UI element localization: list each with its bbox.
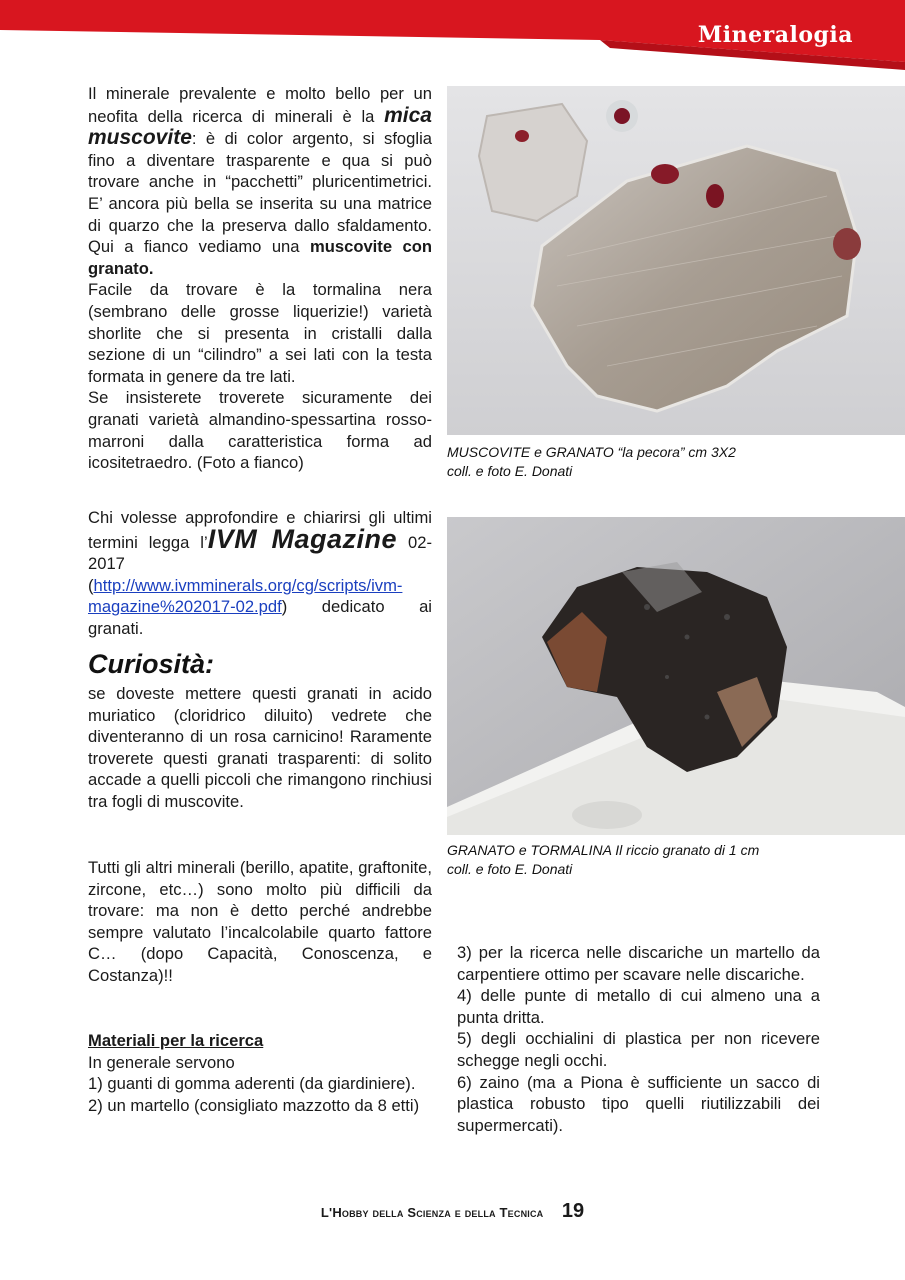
photo-granato-tormalina	[447, 517, 905, 835]
page-footer	[0, 1200, 905, 1223]
paragraph-altri-minerali: Tutti gli altri minerali (berillo, apatite, graftonite, zircone, etc…) sono molto più difficili da trovare: ma non è detto perché andrebbe sempre valutato l’incalcolabile quarto fattore C… (dopo Capacità, Conoscenza, e Costanza)!!	[88, 858, 432, 985]
granato-tormalina-image	[447, 517, 905, 835]
paragraph-muscovite: Il minerale prevalente e molto bello per un neofita della ricerca di minerali è la mica muscovite: è di color argento, si sfoglia fino a diventare trasparente e qua si può trovare anche in “pacchetti” pluricentimetrici. E’ ancora più bella se inserita su una matrice di quarzo che la preserva dallo sfaldamento. Qui a fianco vediamo una muscovite con granato.	[88, 84, 432, 278]
paragraph-tormalina: Facile da trovare è la tormalina nera (sembrano delle grosse liquerizie!) varietà shorlite che si presenta in cristalli dalla sezione di un “cilindro” a sei lati con la testa formata in genere da tre lati.	[88, 280, 432, 386]
materiali-item-3: 3) per la ricerca nelle discariche un martello da carpentiere ottimo per scavare nelle discariche.	[457, 943, 820, 984]
mica-muscovite-term: mica muscovite	[88, 103, 432, 150]
caption-muscovite-credit: coll. e foto E. Donati	[447, 463, 573, 479]
other-minerals-block	[88, 857, 432, 987]
section-title: Mineralogia	[697, 22, 853, 48]
caption-muscovite-title: MUSCOVITE e GRANATO “la pecora” cm 3X2	[447, 444, 736, 460]
caption-granato-credit: coll. e foto E. Donati	[447, 861, 573, 877]
muscovite-image	[447, 86, 905, 435]
materiali-continuation	[457, 942, 820, 1136]
publication-name: L'Hobby della Scienza e della Tecnica	[320, 1205, 544, 1220]
caption-granato-title: GRANATO e TORMALINA Il riccio granato di 1 cm	[447, 842, 760, 858]
caption-muscovite	[447, 443, 887, 481]
curiosita-heading: Curiosità:	[88, 649, 215, 679]
ivm-magazine-link[interactable]: http://www.ivmminerals.org/cg/scripts/ivm-magazine%202017-02.pdf	[88, 575, 403, 617]
materiali-item-6: 6) zaino (ma a Piona è sufficiente un sacco di plastica robusto tipo quelli riutilizzabili dei supermercati).	[457, 1072, 820, 1135]
materiali-heading: Materiali per la ricerca	[88, 1031, 264, 1050]
paragraph-granati: Se insisterete troverete sicuramente dei granati varietà almandino-spessartina rosso-marroni dalla caratteristica forma ad icositetraedro. (Foto a fianco)	[88, 388, 432, 473]
materiali-item-2: 2) un martello (consigliato mazzotto da 8 etti)	[88, 1095, 420, 1115]
caption-granato-tormalina	[447, 841, 887, 879]
materiali-intro: In generale servono	[88, 1052, 235, 1072]
materiali-item-5: 5) degli occhialini di plastica per non ricevere schegge negli occhi.	[457, 1029, 820, 1070]
ivm-magazine-title: IVM Magazine	[207, 523, 398, 554]
curiosita-text-block	[88, 683, 432, 813]
paragraph-curiosita: se doveste mettere questi granati in acido muriatico (cloridrico diluito) vedrete che diventeranno di un rosa carnicino! Raramente troverete questi granati trasparenti: di solito accade a quelli piccoli che rimangono rinchiusi tra fogli di muscovite.	[88, 684, 432, 811]
ivm-text-block	[88, 507, 432, 640]
page-number: 19	[561, 1200, 585, 1222]
materiali-item-4: 4) delle punte di metallo di cui almeno una a punta dritta.	[457, 986, 820, 1027]
muscovite-granato-term: muscovite con granato.	[88, 237, 432, 278]
materiali-item-1: 1) guanti di gomma aderenti (da giardiniere).	[88, 1074, 416, 1094]
photo-muscovite-granato	[447, 86, 905, 435]
intro-text-block	[88, 83, 432, 474]
materiali-block	[88, 1030, 432, 1116]
paragraph-ivm: Chi volesse approfondire e chiarirsi gli ultimi termini legga l’IVM Magazine 02-2017 (http://www.ivmminerals.org/cg/scripts/ivm-magazine%202017-02.pdf) dedicato ai granati.	[88, 508, 433, 638]
